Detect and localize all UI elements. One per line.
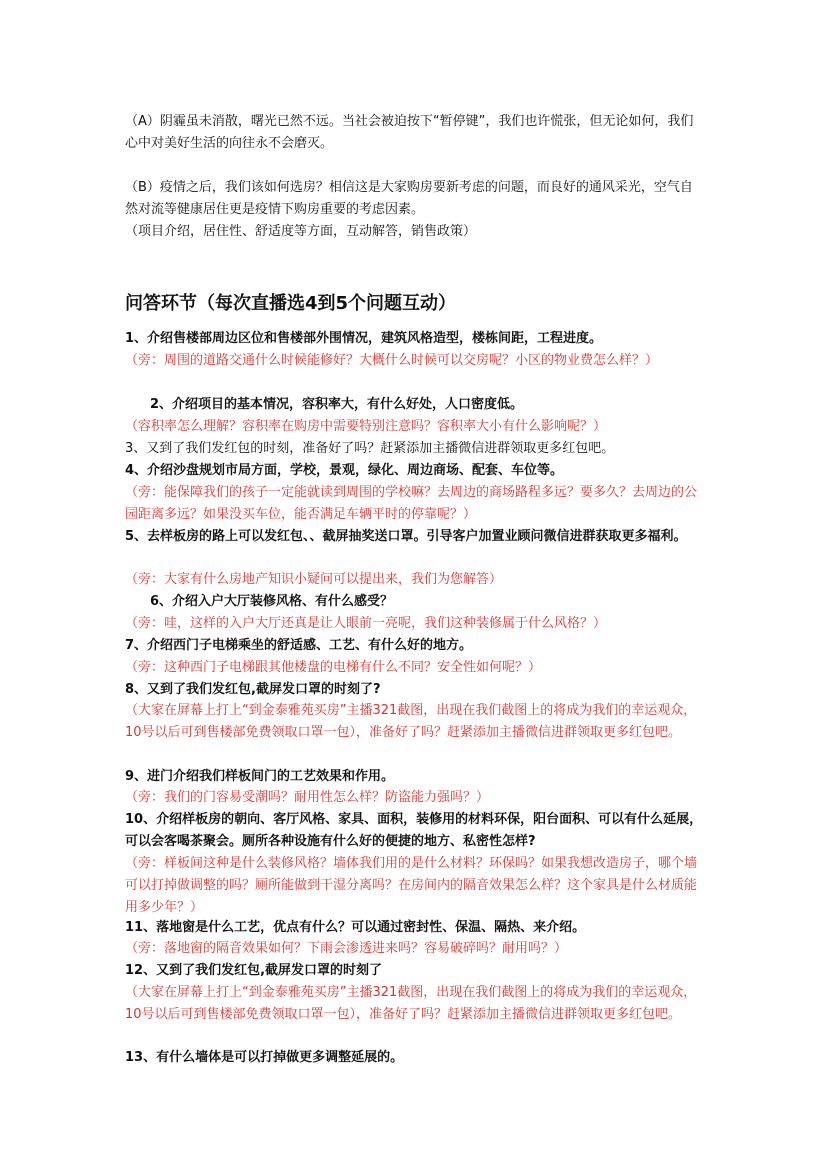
a8: （大家在屏幕上打上“到金泰雅苑买房”主播321截图，出现在我们截图上的将成为我们的幸运观众，10号以后可到售楼部免费领取口罩一包），准备好了吗？赶紧添加主播微信进群领取更多红包吧。 — [125, 703, 697, 740]
a9: （旁：我们的门容易受潮吗？耐用性怎么样？防盗能力强吗？） — [125, 790, 490, 805]
q11: 11、落地窗是什么工艺，优点有什么？可以通过密封性、保温、隔热、来介绍。 — [125, 920, 586, 935]
q13: 13、有什么墙体是可以打掉做更多调整延展的。 — [125, 1050, 404, 1065]
q3: 3、又到了我们发红包的时刻，准备好了吗？赶紧添加主播微信进群领取更多红包吧。 — [125, 441, 615, 456]
q9: 9、进门介绍我们样板间门的工艺效果和作用。 — [125, 769, 395, 784]
q5: 5、去样板房的路上可以发红包、、截屏抽奖送口罩。引导客户加置业顾问微信进群获取更多福利。 — [125, 529, 687, 544]
intro-b: （B）疫情之后，我们该如何选房？相信这是大家购房要新考虑的问题，而良好的通风采光，空气自然对流等健康居住更是疫情下购房重要的考虑因素。 — [125, 180, 693, 217]
q7: 7、介绍西门子电梯乘坐的舒适感、工艺、有什么好的地方。 — [125, 638, 473, 653]
q10: 10、介绍样板房的朝向、客厅风格、家具、面积，装修用的材料环保，阳台面积、可以有什么延展，可以会客喝茶聚会。厕所各种设施有什么好的便捷的地方、私密性怎样? — [125, 812, 703, 849]
a10: （旁：样板间这种是什么装修风格？墙体我们用的是什么材料？环保吗？如果我想改造房子，哪个墙可以打掉做调整的吗？厕所能做到干湿分离吗？在房间内的隔音效果怎么样？这个家具是什么材质能用多少年？） — [125, 856, 698, 915]
a1: （旁：周围的道路交通什么时候能修好？大概什么时候可以交房呢？小区的物业费怎么样？） — [125, 353, 659, 368]
q6: 6、介绍入户大厅装修风格、有什么感受？ — [150, 594, 394, 609]
section-title: 问答环节（每次直播选4到5个问题互动） — [125, 293, 457, 314]
intro-a: （A）阴霾虽未消散，曙光已然不远。当社会被迫按下“暂停键”，我们也许慌张，但无论如何，我们心中对美好生活的向往永不会磨灭。 — [125, 114, 694, 151]
a11: （旁：落地窗的隔音效果如何？下雨会渗透进来吗？容易破碎吗？耐用吗？） — [125, 941, 568, 956]
q1: 1、介绍售楼部周边区位和售楼部外围情况，建筑风格造型，楼栋间距，工程进度。 — [125, 331, 603, 346]
a2: （容积率怎么理解？容积率在购房中需要特别注意吗？容积率大小有什么影响呢？） — [125, 419, 607, 434]
a12: （大家在屏幕上打上“到金泰雅苑买房”主播321截图，出现在我们截图上的将成为我们的幸运观众，10号以后可到售楼部免费领取口罩一包），准备好了吗？赶紧添加主播微信进群领取更多红包吧。 — [125, 985, 697, 1022]
q8: 8、又到了我们发红包,截屏发口罩的时刻了? — [125, 682, 381, 697]
a4: （旁：能保障我们的孩子一定能就读到周围的学校嘛？去周边的商场路程多远？要多久？去周边的公园距离多远？如果没买车位，能否满足车辆平时的停靠呢？） — [125, 485, 698, 522]
a6: （旁：哇，这样的入户大厅还真是让人眼前一亮呢，我们这种装修属于什么风格？） — [125, 616, 607, 631]
intro-c: （项目介绍，居住性、舒适度等方面，互动解答，销售政策） — [125, 224, 477, 239]
a5: （旁：大家有什么房地产知识小疑问可以提出来，我们为您解答） — [125, 572, 503, 587]
q4: 4、介绍沙盘规划市局方面，学校，景观，绿化、周边商场、配套、车位等。 — [125, 463, 564, 478]
q2: 2、介绍项目的基本情况，容积率大，有什么好处，人口密度低。 — [150, 397, 524, 412]
q12: 12、又到了我们发红包,截屏发口罩的时刻了 — [125, 963, 383, 978]
a7: （旁：这种西门子电梯跟其他楼盘的电梯有什么不同？安全性如何呢？） — [125, 660, 542, 675]
